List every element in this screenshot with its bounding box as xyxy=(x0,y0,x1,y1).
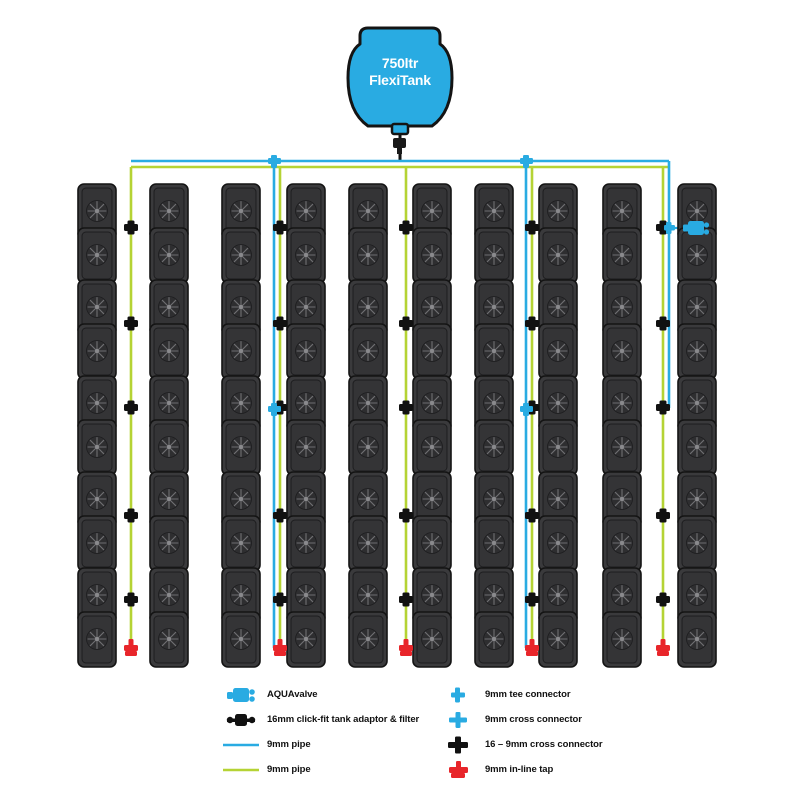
blue-pipe-icon xyxy=(215,734,267,756)
legend-label: 9mm tee connector xyxy=(485,689,571,700)
legend-label: AQUAvalve xyxy=(267,689,318,700)
legend-label: 9mm pipe xyxy=(267,764,311,775)
legend-label: 9mm cross connector xyxy=(485,714,582,725)
aquavalve-icon xyxy=(215,684,267,706)
legend-item xyxy=(433,732,643,757)
tank-label-line2: FlexiTank xyxy=(369,72,431,88)
tank-adaptor-filter-icon xyxy=(215,709,267,731)
pot-grid xyxy=(78,184,716,667)
legend-label: 16mm click-fit tank adaptor & filter xyxy=(267,714,420,725)
legend-item xyxy=(433,707,643,732)
cross-connector-icon xyxy=(433,709,485,731)
tee-connector-icon xyxy=(433,684,485,706)
tank-label-line1: 750ltr xyxy=(381,55,419,71)
legend-column-right xyxy=(433,682,643,782)
black-cross-connector-icon xyxy=(433,734,485,756)
legend-item xyxy=(433,757,643,782)
green-pipe-icon xyxy=(215,759,267,781)
legend-label: 9mm in-line tap xyxy=(485,764,554,775)
legend-item xyxy=(215,682,425,707)
legend-item xyxy=(215,707,425,732)
flexitank xyxy=(348,28,452,134)
legend-label: 16 – 9mm cross connector xyxy=(485,739,603,750)
legend xyxy=(215,682,635,782)
tank-adaptor-filter-icon xyxy=(393,138,406,154)
legend-item xyxy=(433,682,643,707)
legend-item xyxy=(215,757,425,782)
legend-column-left xyxy=(215,682,425,782)
legend-item xyxy=(215,732,425,757)
in-line-taps xyxy=(124,639,670,656)
in-line-tap-icon xyxy=(433,759,485,781)
legend-label: 9mm pipe xyxy=(267,739,311,750)
